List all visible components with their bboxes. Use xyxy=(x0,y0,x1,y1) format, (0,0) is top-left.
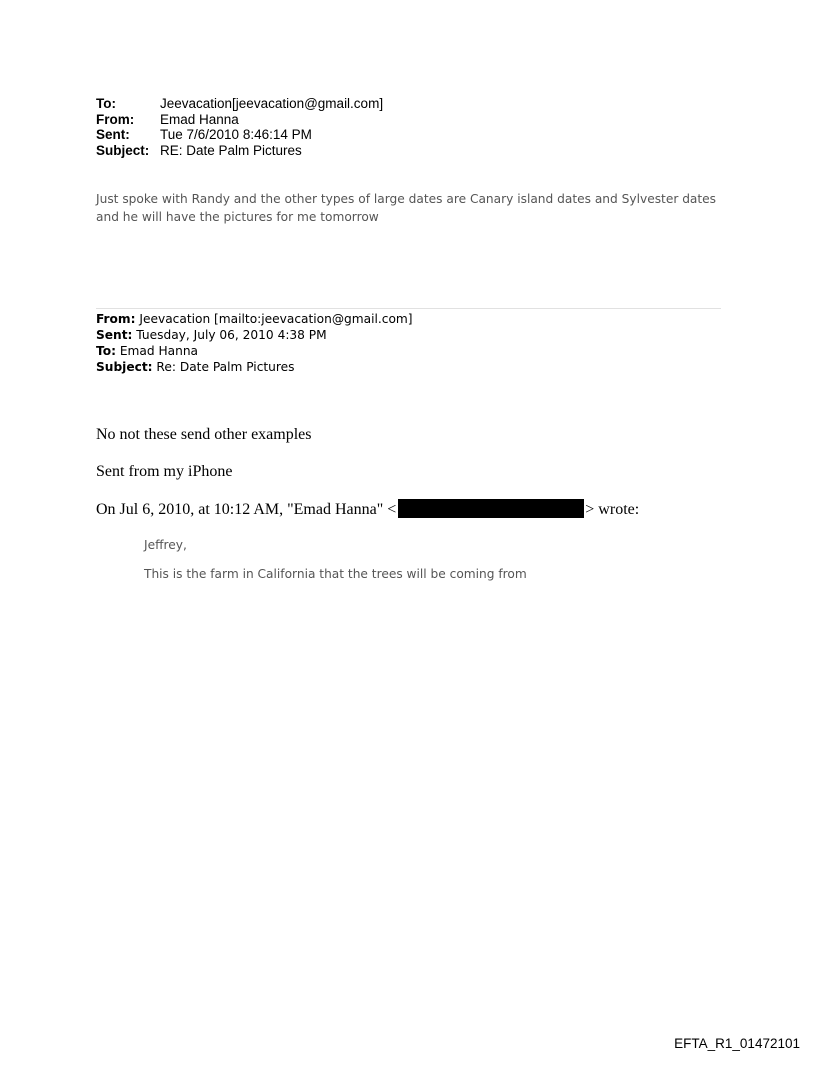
forwarded-header xyxy=(96,311,413,375)
attribution-suffix: > wrote: xyxy=(585,501,640,518)
header-from-row xyxy=(96,112,383,128)
forwarded-sent-row xyxy=(96,327,413,343)
forwarded-from-label: From: xyxy=(96,312,136,326)
forwarded-to-label: To: xyxy=(96,344,116,358)
sent-label: Sent: xyxy=(96,127,130,142)
forwarded-sent-label: Sent: xyxy=(96,328,133,342)
forwarded-from-row xyxy=(96,311,413,327)
subject-value: RE: Date Palm Pictures xyxy=(160,142,302,158)
quoted-body: This is the farm in California that the trees will be coming from xyxy=(144,567,527,581)
reply-body: Just spoke with Randy and the other types of large dates are Canary island dates and Sylvester dates and he will have the pictures for me tomorrow xyxy=(96,192,717,224)
document-id: EFTA_R1_01472101 xyxy=(674,1036,800,1051)
forward-divider xyxy=(96,308,721,309)
header-subject-row xyxy=(96,143,383,159)
to-label: To: xyxy=(96,96,116,111)
quote-attribution xyxy=(96,499,639,519)
forwarded-to-row xyxy=(96,343,413,359)
quoted-greeting: Jeffrey, xyxy=(144,538,187,552)
attribution-prefix: On Jul 6, 2010, at 10:12 AM, "Emad Hanna" < xyxy=(96,501,397,518)
forwarded-subject-value: Re: Date Palm Pictures xyxy=(152,360,295,374)
message-line: No not these send other examples xyxy=(96,426,312,443)
forwarded-to-value: Emad Hanna xyxy=(115,344,199,358)
forwarded-from-value: Jeevacation [mailto:jeevacation@gmail.com] xyxy=(135,312,413,326)
iphone-signature: Sent from my iPhone xyxy=(96,463,233,480)
forwarded-sent-value: Tuesday, July 06, 2010 4:38 PM xyxy=(132,328,327,342)
from-label: From: xyxy=(96,111,135,127)
header-sent-row xyxy=(96,127,383,143)
from-value: Emad Hanna xyxy=(160,111,239,127)
to-value: Jeevacation[jeevacation@gmail.com] xyxy=(160,96,384,111)
forwarded-subject-label: Subject: xyxy=(96,360,153,374)
email-header xyxy=(96,96,383,158)
header-to-row xyxy=(96,96,383,112)
redaction-bar xyxy=(398,499,584,518)
subject-label: Subject: xyxy=(96,142,150,158)
forwarded-subject-row xyxy=(96,359,413,375)
sent-value: Tue 7/6/2010 8:46:14 PM xyxy=(160,127,312,142)
